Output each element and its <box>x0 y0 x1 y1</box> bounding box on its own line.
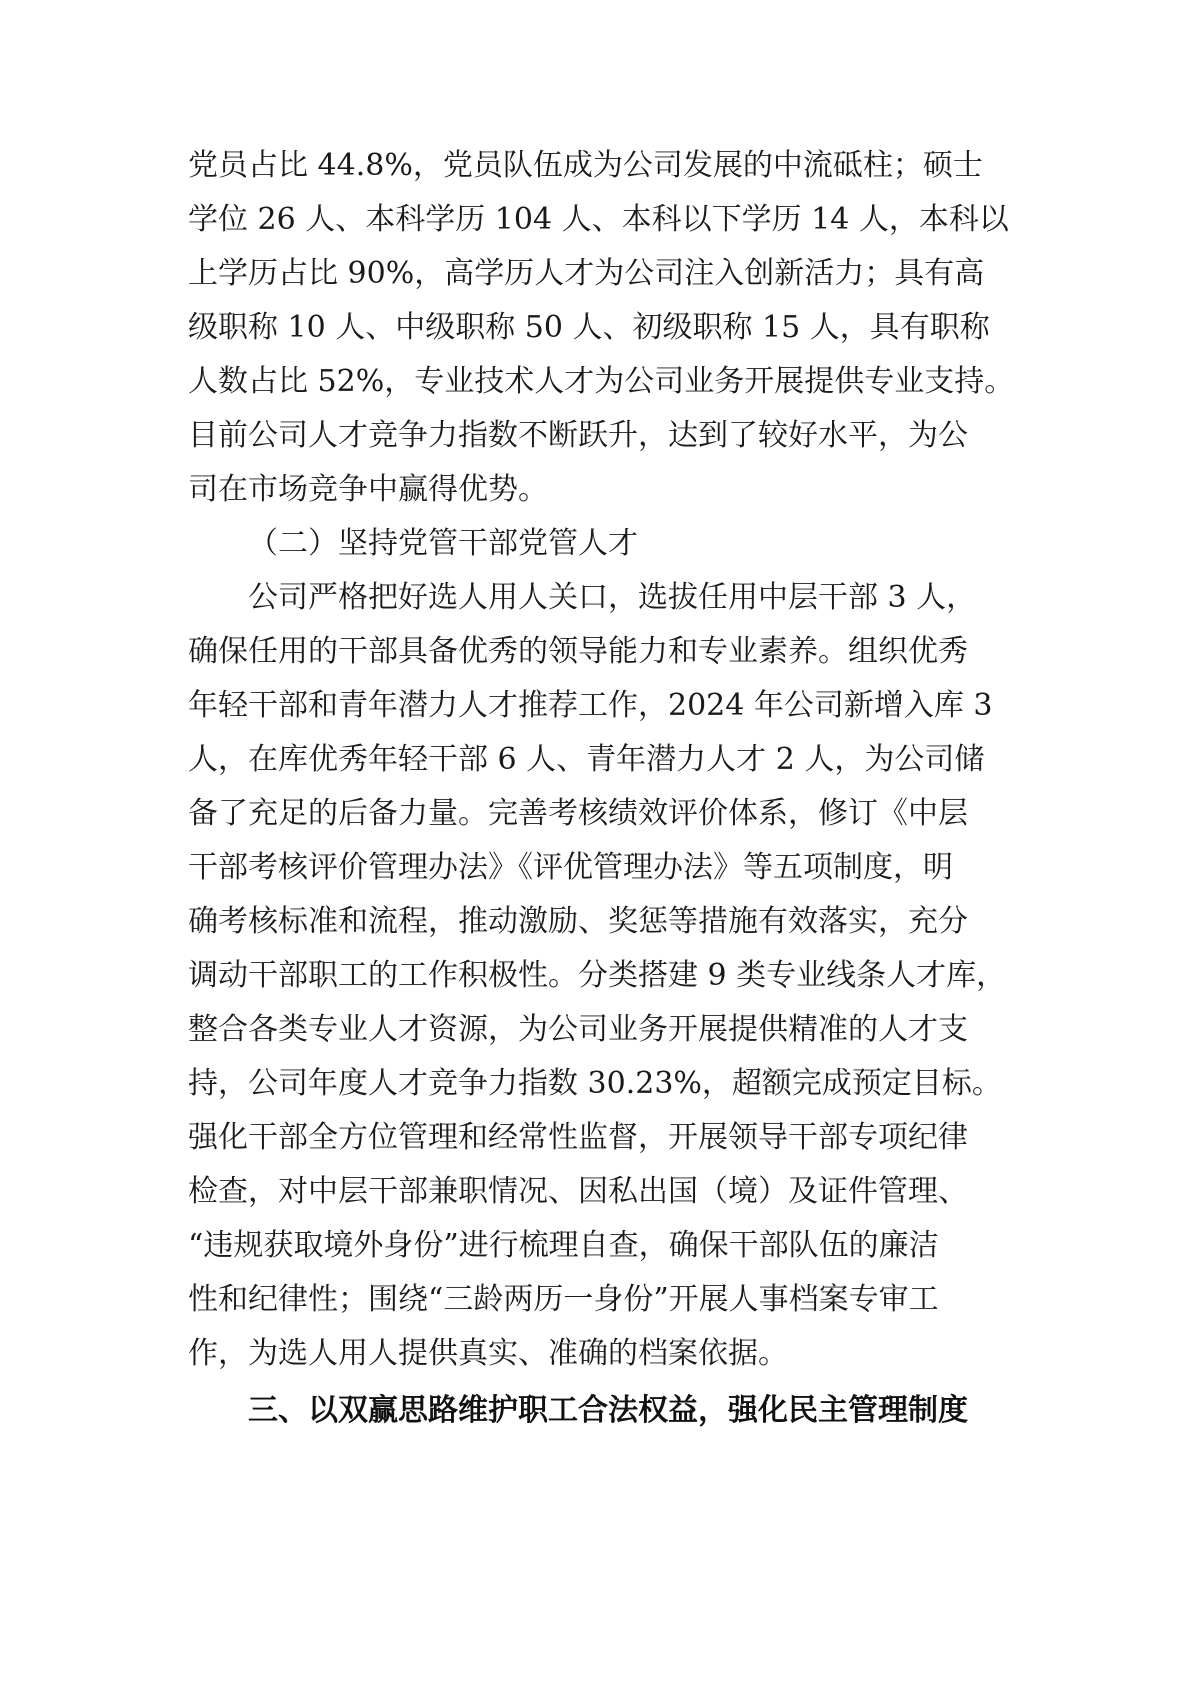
text-line: “违规获取境外身份”进行梳理自查，确保干部队伍的廉洁 <box>188 1228 939 1263</box>
text-line: 检查，对中层干部兼职情况、因私出国（境）及证件管理、 <box>188 1174 968 1209</box>
text-line: 学位 26 人、本科学历 104 人、本科以下学历 14 人，本科以 <box>188 202 1009 237</box>
text-line: 作，为选人用人提供真实、准确的档案依据。 <box>188 1336 788 1371</box>
text-line: 确考核标准和流程，推动激励、奖惩等措施有效落实，充分 <box>188 904 968 939</box>
text-line: 上学历占比 90%，高学历人才为公司注入创新活力；具有高 <box>188 256 985 291</box>
text-line: 性和纪律性；围绕“三龄两历一身份”开展人事档案专审工 <box>188 1282 939 1317</box>
text-line: 司在市场竞争中赢得优势。 <box>188 472 548 507</box>
text-line: 级职称 10 人、中级职称 50 人、初级职称 15 人，具有职称 <box>188 310 990 345</box>
text-line: 持，公司年度人才竞争力指数 30.23%，超额完成预定目标。 <box>188 1066 1002 1101</box>
text-line: 强化干部全方位管理和经常性监督，开展领导干部专项纪律 <box>188 1120 968 1155</box>
text-line: 党员占比 44.8%，党员队伍成为公司发展的中流砥柱；硕士 <box>188 148 983 183</box>
text-line: 整合各类专业人才资源，为公司业务开展提供精准的人才支 <box>188 1012 968 1047</box>
text-line: 确保任用的干部具备优秀的领导能力和专业素养。组织优秀 <box>188 634 968 669</box>
section-heading: 三、以双赢思路维护职工合法权益，强化民主管理制度 <box>248 1393 968 1428</box>
text-line: 人数占比 52%，专业技术人才为公司业务开展提供专业支持。 <box>188 364 1015 399</box>
text-line: 目前公司人才竞争力指数不断跃升，达到了较好水平，为公 <box>188 418 968 453</box>
text-line: 年轻干部和青年潜力人才推荐工作，2024 年公司新增入库 3 <box>188 688 993 723</box>
text-line: 调动干部职工的工作积极性。分类搭建 9 类专业线条人才库， <box>188 958 1007 993</box>
subheading: （二）坚持党管干部党管人才 <box>248 526 638 561</box>
text-line: 人，在库优秀年轻干部 6 人、青年潜力人才 2 人，为公司储 <box>188 742 985 777</box>
text-line: 公司严格把好选人用人关口，选拔任用中层干部 3 人， <box>248 580 977 615</box>
text-line: 备了充足的后备力量。完善考核绩效评价体系，修订《中层 <box>188 796 968 831</box>
text-line: 干部考核评价管理办法》《评优管理办法》等五项制度，明 <box>188 850 953 885</box>
